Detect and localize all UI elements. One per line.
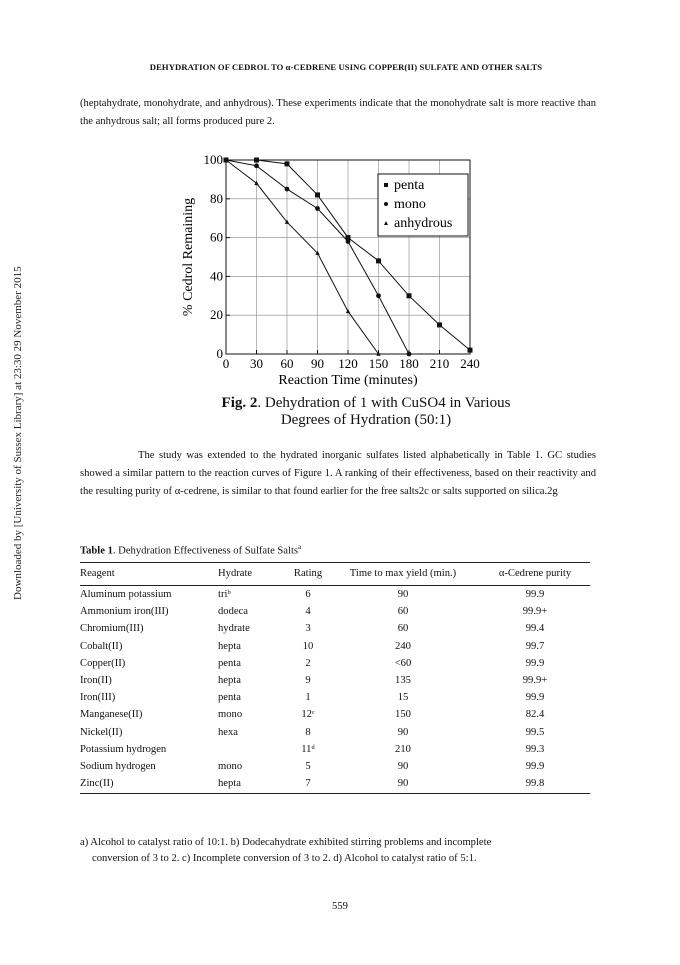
y-tick-label: 80: [210, 190, 223, 206]
x-tick-label: 240: [460, 356, 480, 371]
cell-purity: 99.7: [525, 640, 545, 652]
cell-rating: 7: [305, 778, 311, 790]
cell-reagent: Manganese(II): [80, 709, 143, 721]
cell-rating: 5: [305, 760, 311, 772]
cell-purity: 99.9: [525, 692, 545, 704]
header-reagent: Reagent: [80, 568, 115, 579]
table-row: [80, 603, 590, 620]
point-penta: [315, 192, 320, 197]
cell-hydrate: hexa: [218, 726, 238, 738]
table-caption-text: . Dehydration Effectiveness of Sulfate Salts: [112, 545, 299, 557]
cell-rating: 1: [305, 692, 311, 704]
cell-reagent: Iron(III): [80, 692, 116, 704]
cell-rating: 8: [305, 726, 311, 738]
point-penta: [376, 258, 381, 263]
y-tick-label: 40: [210, 268, 223, 284]
point-penta: [407, 293, 412, 298]
x-tick-label: 120: [338, 356, 358, 371]
cell-time: 210: [395, 743, 411, 755]
point-mono: [254, 163, 259, 168]
cell-rating: 10: [302, 640, 314, 652]
cell-time: 60: [397, 606, 409, 618]
cell-reagent: Chromium(III): [80, 623, 144, 635]
cell-rating: 2: [305, 657, 311, 669]
point-mono: [285, 187, 290, 192]
cell-rating: 9: [305, 674, 311, 686]
table-row: [80, 706, 590, 723]
cell-reagent: Ammonium iron(III): [80, 606, 169, 618]
point-penta: [437, 322, 442, 327]
point-mono: [315, 206, 320, 211]
point-mono: [407, 352, 412, 357]
table-row: [80, 620, 590, 637]
table-bottom-rule: [80, 793, 590, 794]
cell-hydrate: penta: [218, 692, 241, 704]
x-tick-label: 90: [311, 356, 324, 371]
point-penta: [285, 161, 290, 166]
download-sidebar: [0, 0, 24, 965]
table-row: [80, 586, 590, 603]
header-time: Time to max yield (min.): [349, 568, 457, 579]
cell-reagent: Sodium hydrogen: [80, 760, 156, 772]
cell-hydrate: hepta: [218, 640, 241, 652]
cell-time: 60: [397, 623, 409, 635]
table-row: [80, 638, 590, 655]
table-caption-sup: a: [298, 543, 302, 551]
table-row: [80, 758, 590, 775]
point-mono: [376, 293, 381, 298]
cell-reagent: Iron(II): [80, 674, 112, 686]
table-row: [80, 724, 590, 741]
y-tick-label: 60: [210, 229, 223, 245]
table-caption-label: Table 1: [80, 545, 113, 557]
cell-reagent: Copper(II): [80, 657, 126, 669]
cell-time: <60: [394, 657, 412, 669]
table-footnotes: [80, 835, 596, 867]
figure-caption-text: . Dehydration of 1 with CuSO4 in Various Degrees of Hydration (50:1): [257, 395, 511, 428]
table-row: [80, 689, 590, 706]
cell-purity: 99.9+: [522, 674, 548, 686]
figure-caption: [196, 395, 536, 429]
footnote-line-2: conversion of 3 to 2. c) Incomplete conversion of 3 to 2. d) Alcohol to catalyst ratio of 5:1.: [92, 853, 477, 864]
cell-rating: 12ᶜ: [301, 709, 315, 721]
cell-time: 15: [397, 692, 409, 704]
cell-purity: 99.8: [525, 778, 545, 790]
x-axis-label: Reaction Time (minutes): [278, 373, 418, 388]
paragraph-intro: (heptahydrate, monohydrate, and anhydrous). These experiments indicate that the monohydrate salt is more reactive than the anhydrous salt; all forms produced pure 2.: [80, 98, 596, 127]
y-tick-label: 0: [216, 346, 223, 361]
legend-marker-penta: [384, 183, 388, 187]
cell-purity: 99.9+: [522, 606, 548, 618]
cell-reagent: Potassium hydrogen: [80, 743, 167, 755]
cell-rating: 4: [305, 606, 311, 618]
cell-time: 90: [397, 760, 409, 772]
cell-reagent: Aluminum potassium: [80, 589, 172, 600]
table-row: [80, 655, 590, 672]
sulfate-table: [80, 562, 590, 794]
page-number: 559: [332, 901, 348, 912]
x-tick-label: 30: [250, 356, 263, 371]
x-tick-label: 60: [280, 356, 294, 371]
cell-hydrate: mono: [218, 760, 243, 772]
y-tick-label: 100: [203, 152, 223, 167]
cell-reagent: Cobalt(II): [80, 640, 123, 652]
cell-time: 240: [395, 640, 411, 652]
legend-marker-mono: [384, 202, 388, 206]
cell-time: 90: [397, 726, 409, 738]
point-anhydrous: [254, 181, 258, 185]
point-mono: [346, 239, 351, 244]
cell-purity: 99.9: [525, 657, 545, 669]
cell-time: 90: [397, 778, 409, 790]
point-anhydrous: [346, 309, 350, 313]
cell-rating: 6: [305, 589, 311, 600]
cell-hydrate: dodeca: [218, 606, 248, 618]
paragraph-study: The study was extended to the hydrated inorganic sulfates listed alphabetically in Table 1. GC studies showed a similar pattern to the reaction curves of Figure 1. A ranking of their effectiveness, based on their reactivity and the resulting purity of α-cedrene, is similar to that found earlier for the free salts2c or salts supported on silica.2g: [80, 450, 596, 497]
header-hydrate: Hydrate: [218, 568, 253, 579]
cell-rating: 11ᵈ: [301, 743, 315, 755]
cell-reagent: Zinc(II): [80, 778, 114, 790]
cell-time: 150: [395, 709, 411, 721]
x-tick-label: 210: [429, 356, 450, 371]
footnote-line-1: a) Alcohol to catalyst ratio of 10:1. b) Dodecahydrate exhibited stirring problems and incomplete: [80, 837, 492, 848]
header-rating: Rating: [293, 568, 323, 579]
table-row: [80, 741, 590, 758]
legend-label-anhydrous: anhydrous: [394, 216, 453, 231]
table-header: [80, 563, 590, 585]
table-row: [80, 672, 590, 689]
cell-hydrate: triᵇ: [218, 589, 231, 600]
series-line-anhydrous: [226, 160, 379, 354]
legend-label-mono: mono: [394, 197, 426, 212]
cell-reagent: Nickel(II): [80, 726, 123, 738]
cell-hydrate: hepta: [218, 674, 241, 686]
figure-caption-label: Fig. 2: [221, 395, 258, 411]
cell-time: 135: [395, 674, 411, 686]
cell-purity: 82.4: [525, 709, 545, 721]
y-tick-label: 20: [210, 307, 223, 323]
running-head: DEHYDRATION OF CEDROL TO α-CEDRENE USING COPPER(II) SULFATE AND OTHER SALTS: [149, 62, 543, 72]
cell-hydrate: penta: [218, 657, 241, 669]
figure-2: [180, 150, 510, 400]
table-row: [80, 775, 590, 792]
legend-label-penta: penta: [394, 178, 425, 193]
cell-purity: 99.9: [525, 589, 545, 600]
cell-hydrate: hepta: [218, 778, 241, 790]
cell-purity: 99.5: [525, 726, 545, 738]
point-penta: [254, 158, 259, 163]
cell-purity: 99.3: [525, 743, 545, 755]
cell-purity: 99.9: [525, 760, 545, 772]
cell-hydrate: mono: [218, 709, 243, 721]
cell-time: 90: [397, 589, 409, 600]
cell-purity: 99.4: [525, 623, 545, 635]
table-caption: [80, 543, 301, 557]
point-penta: [468, 348, 473, 353]
table-body: [80, 586, 590, 792]
y-axis-label: % Cedrol Remaining: [181, 197, 196, 317]
x-tick-label: 150: [368, 356, 389, 371]
dehydration-chart: [180, 150, 510, 400]
header-purity: α-Cedrene purity: [498, 568, 572, 579]
download-note: Downloaded by [University of Sussex Library] at 23:30 29 November 2015: [12, 266, 24, 600]
x-tick-label: 180: [399, 356, 419, 371]
x-tick-label: 0: [222, 356, 230, 371]
cell-hydrate: hydrate: [218, 623, 250, 635]
cell-rating: 3: [305, 623, 311, 635]
